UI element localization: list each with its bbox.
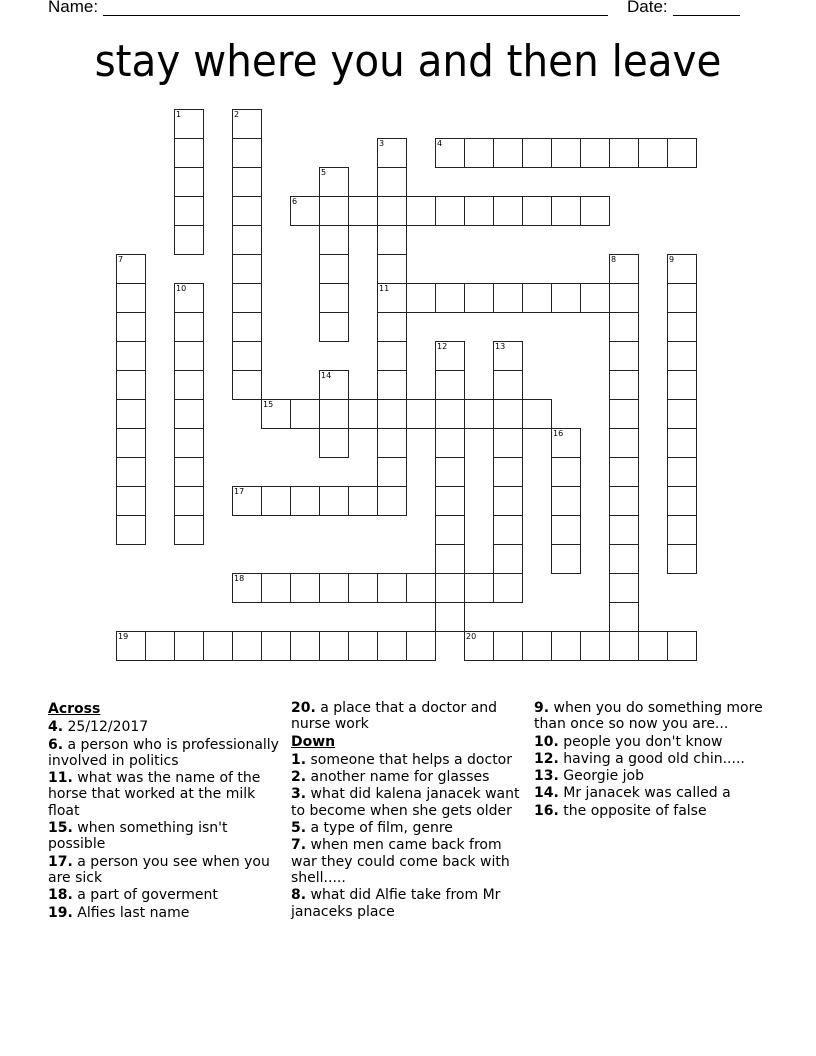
grid-cell[interactable] — [377, 283, 407, 313]
cell-number: 10 — [176, 284, 187, 293]
clue-text: 25/12/2017 — [67, 719, 149, 736]
clue-text: Georgie job — [563, 768, 644, 785]
grid-cell[interactable] — [377, 254, 407, 284]
clue-down-5 — [291, 820, 527, 836]
clue-down-8 — [291, 887, 527, 920]
cell-number: 7 — [118, 255, 124, 264]
grid-cell[interactable] — [435, 399, 465, 429]
clues-column-3 — [534, 700, 770, 820]
grid-cell[interactable] — [609, 254, 639, 284]
grid-cell[interactable] — [174, 312, 204, 342]
across-heading: Across — [48, 701, 101, 717]
clue-number: 6. — [48, 736, 64, 753]
clue-text: a type of film, genre — [310, 820, 453, 837]
grid-cell[interactable] — [667, 370, 697, 400]
grid-cell[interactable] — [580, 283, 610, 313]
grid-cell[interactable] — [609, 312, 639, 342]
grid-cell[interactable] — [493, 573, 523, 603]
clue-text: another name for glasses — [310, 769, 490, 786]
grid-cell[interactable] — [174, 370, 204, 400]
clue-down-16 — [534, 803, 770, 819]
grid-cell[interactable] — [522, 631, 552, 661]
clue-number: 17. — [48, 853, 73, 870]
grid-cell[interactable] — [261, 631, 291, 661]
grid-cell[interactable] — [435, 486, 465, 516]
clue-number: 11. — [48, 770, 73, 787]
page-title: stay where you and then leave — [94, 36, 722, 87]
grid-cell[interactable] — [435, 283, 465, 313]
grid-cell[interactable] — [609, 631, 639, 661]
clue-number: 7. — [291, 837, 307, 854]
crossword-grid — [117, 110, 717, 670]
clue-down-3 — [291, 786, 527, 819]
grid-cell[interactable] — [174, 196, 204, 226]
grid-cell[interactable] — [116, 631, 146, 661]
grid-cell[interactable] — [377, 457, 407, 487]
clue-across-4 — [48, 719, 284, 735]
grid-cell[interactable] — [116, 428, 146, 458]
name-label: Name: — [48, 0, 99, 16]
clue-number: 10. — [534, 733, 559, 750]
clue-across-17 — [48, 854, 284, 887]
grid-cell[interactable] — [319, 196, 349, 226]
grid-cell[interactable] — [638, 138, 668, 168]
grid-cell[interactable] — [377, 428, 407, 458]
grid-cell[interactable] — [609, 573, 639, 603]
clue-text: when you do something more than once so now you are... — [534, 700, 763, 733]
grid-cell[interactable] — [377, 573, 407, 603]
grid-cell[interactable] — [667, 515, 697, 545]
clue-across-19 — [48, 905, 284, 921]
grid-cell[interactable] — [667, 428, 697, 458]
clue-down-12 — [534, 751, 770, 767]
clue-text: Alfies last name — [77, 904, 190, 921]
date-field[interactable] — [673, 15, 740, 16]
grid-cell[interactable] — [493, 457, 523, 487]
clue-down-2 — [291, 769, 527, 785]
grid-cell[interactable] — [464, 138, 494, 168]
grid-cell[interactable] — [435, 544, 465, 574]
grid-cell[interactable] — [435, 196, 465, 226]
grid-cell[interactable] — [493, 196, 523, 226]
grid-cell[interactable] — [464, 631, 494, 661]
grid-cell[interactable] — [174, 225, 204, 255]
grid-cell[interactable] — [377, 312, 407, 342]
grid-cell[interactable] — [551, 283, 581, 313]
grid-cell[interactable] — [551, 544, 581, 574]
grid-cell[interactable] — [232, 341, 262, 371]
clue-across-6 — [48, 737, 284, 770]
grid-cell[interactable] — [232, 254, 262, 284]
grid-cell[interactable] — [174, 167, 204, 197]
grid-cell[interactable] — [522, 283, 552, 313]
grid-cell[interactable] — [174, 109, 204, 139]
grid-cell[interactable] — [232, 167, 262, 197]
clue-number: 18. — [48, 887, 73, 904]
grid-cell[interactable] — [551, 138, 581, 168]
clue-down-14 — [534, 785, 770, 801]
grid-cell[interactable] — [609, 283, 639, 313]
grid-cell[interactable] — [116, 515, 146, 545]
grid-cell[interactable] — [232, 225, 262, 255]
grid-cell[interactable] — [232, 370, 262, 400]
clue-number: 16. — [534, 802, 559, 819]
grid-cell[interactable] — [667, 486, 697, 516]
grid-cell[interactable] — [377, 370, 407, 400]
cell-number: 18 — [234, 574, 245, 583]
clue-number: 4. — [48, 719, 64, 736]
clue-text: a person who is professionally involved in politics — [48, 736, 279, 769]
grid-cell[interactable] — [464, 399, 494, 429]
cell-number: 2 — [234, 110, 240, 119]
grid-cell[interactable] — [290, 486, 320, 516]
clue-text: what did Alfie take from Mr janaceks place — [291, 887, 501, 920]
clue-number: 12. — [534, 750, 559, 767]
grid-cell[interactable] — [319, 631, 349, 661]
clue-text: when something isn't possible — [48, 820, 228, 853]
grid-cell[interactable] — [609, 515, 639, 545]
clues-column-2 — [291, 700, 527, 921]
grid-cell[interactable] — [116, 370, 146, 400]
grid-cell[interactable] — [464, 573, 494, 603]
cell-number: 17 — [234, 487, 245, 496]
grid-cell[interactable] — [435, 370, 465, 400]
clue-text: someone that helps a doctor — [310, 751, 513, 768]
clue-number: 19. — [48, 904, 73, 921]
grid-cell[interactable] — [319, 312, 349, 342]
grid-cell[interactable] — [435, 341, 465, 371]
name-field[interactable] — [103, 15, 608, 16]
grid-cell[interactable] — [667, 457, 697, 487]
cell-number: 16 — [553, 429, 564, 438]
clue-text: a place that a doctor and nurse work — [291, 700, 498, 733]
grid-cell[interactable] — [609, 370, 639, 400]
grid-cell[interactable] — [348, 399, 378, 429]
grid-cell[interactable] — [232, 196, 262, 226]
clue-down-7 — [291, 837, 527, 886]
cell-number: 14 — [321, 371, 332, 380]
grid-cell[interactable] — [609, 486, 639, 516]
cell-number: 11 — [379, 284, 390, 293]
grid-cell[interactable] — [493, 544, 523, 574]
grid-cell[interactable] — [667, 283, 697, 313]
grid-cell[interactable] — [174, 138, 204, 168]
grid-cell[interactable] — [522, 399, 552, 429]
date-label: Date: — [627, 0, 668, 16]
clue-number: 14. — [534, 785, 559, 802]
grid-cell[interactable] — [493, 428, 523, 458]
grid-cell[interactable] — [667, 631, 697, 661]
clue-number: 13. — [534, 768, 559, 785]
grid-cell[interactable] — [377, 225, 407, 255]
grid-cell[interactable] — [348, 631, 378, 661]
grid-cell[interactable] — [667, 138, 697, 168]
clue-number: 8. — [291, 887, 307, 904]
grid-cell[interactable] — [174, 486, 204, 516]
clue-number: 9. — [534, 700, 550, 716]
grid-cell[interactable] — [551, 196, 581, 226]
grid-cell[interactable] — [580, 196, 610, 226]
clue-number: 15. — [48, 820, 73, 837]
grid-cell[interactable] — [377, 138, 407, 168]
grid-cell[interactable] — [174, 283, 204, 313]
grid-cell[interactable] — [667, 341, 697, 371]
grid-cell[interactable] — [580, 138, 610, 168]
grid-cell[interactable] — [609, 399, 639, 429]
grid-cell[interactable] — [435, 457, 465, 487]
grid-cell[interactable] — [232, 631, 262, 661]
clue-down-1 — [291, 752, 527, 768]
clue-across-15 — [48, 820, 284, 853]
grid-cell[interactable] — [522, 138, 552, 168]
grid-cell[interactable] — [493, 283, 523, 313]
clue-number: 2. — [291, 769, 307, 786]
grid-cell[interactable] — [493, 515, 523, 545]
grid-cell[interactable] — [551, 457, 581, 487]
grid-cell[interactable] — [609, 457, 639, 487]
grid-cell[interactable] — [493, 370, 523, 400]
grid-cell[interactable] — [493, 631, 523, 661]
clue-down-13 — [534, 768, 770, 784]
grid-cell[interactable] — [232, 573, 262, 603]
grid-cell[interactable] — [667, 254, 697, 284]
grid-cell[interactable] — [551, 486, 581, 516]
grid-cell[interactable] — [145, 631, 175, 661]
grid-cell[interactable] — [174, 515, 204, 545]
grid-cell[interactable] — [377, 167, 407, 197]
cell-number: 19 — [118, 632, 129, 641]
cell-number: 4 — [437, 139, 443, 148]
grid-cell[interactable] — [435, 602, 465, 632]
grid-cell[interactable] — [348, 573, 378, 603]
grid-cell[interactable] — [580, 631, 610, 661]
clue-text: what did kalena janacek want to become when she gets older — [291, 786, 520, 819]
clue-text: a person you see when you are sick — [48, 853, 270, 886]
grid-cell[interactable] — [319, 486, 349, 516]
clue-number: 3. — [291, 786, 307, 803]
down-heading: Down — [291, 733, 336, 750]
grid-cell[interactable] — [609, 428, 639, 458]
grid-cell[interactable] — [522, 196, 552, 226]
grid-cell[interactable] — [116, 283, 146, 313]
grid-cell[interactable] — [348, 196, 378, 226]
clue-down-10 — [534, 734, 770, 750]
grid-cell[interactable] — [377, 486, 407, 516]
grid-cell[interactable] — [174, 428, 204, 458]
clue-across-11 — [48, 770, 284, 819]
grid-cell[interactable] — [551, 428, 581, 458]
grid-cell[interactable] — [290, 573, 320, 603]
cell-number: 15 — [263, 400, 274, 409]
grid-cell[interactable] — [319, 428, 349, 458]
cell-number: 9 — [669, 255, 675, 264]
clue-number: 1. — [291, 751, 307, 768]
grid-cell[interactable] — [609, 341, 639, 371]
clue-text: a part of goverment — [77, 887, 218, 904]
clue-text: when men came back from war they could come back with shell..... — [291, 837, 510, 886]
grid-cell[interactable] — [406, 573, 436, 603]
grid-cell[interactable] — [406, 399, 436, 429]
cell-number: 12 — [437, 342, 448, 351]
grid-cell[interactable] — [406, 196, 436, 226]
grid-cell[interactable] — [174, 399, 204, 429]
grid-cell[interactable] — [638, 631, 668, 661]
grid-cell[interactable] — [261, 399, 291, 429]
grid-cell[interactable] — [116, 341, 146, 371]
grid-cell[interactable] — [174, 457, 204, 487]
grid-cell[interactable] — [232, 312, 262, 342]
grid-cell[interactable] — [232, 109, 262, 139]
grid-cell[interactable] — [551, 515, 581, 545]
grid-cell[interactable] — [319, 370, 349, 400]
grid-cell[interactable] — [435, 138, 465, 168]
grid-cell[interactable] — [377, 341, 407, 371]
grid-cell[interactable] — [435, 573, 465, 603]
grid-cell[interactable] — [609, 544, 639, 574]
grid-cell[interactable] — [406, 283, 436, 313]
cell-number: 13 — [495, 342, 506, 351]
grid-cell[interactable] — [319, 254, 349, 284]
grid-cell[interactable] — [232, 138, 262, 168]
grid-cell[interactable] — [435, 428, 465, 458]
grid-cell[interactable] — [174, 341, 204, 371]
cell-number: 6 — [292, 197, 298, 206]
grid-cell[interactable] — [493, 399, 523, 429]
grid-cell[interactable] — [667, 312, 697, 342]
grid-cell[interactable] — [116, 312, 146, 342]
cell-number: 8 — [611, 255, 617, 264]
grid-cell[interactable] — [348, 486, 378, 516]
cell-number: 5 — [321, 168, 327, 177]
grid-cell[interactable] — [203, 631, 233, 661]
grid-cell[interactable] — [464, 196, 494, 226]
clue-down-9 — [534, 700, 770, 733]
grid-cell[interactable] — [290, 631, 320, 661]
grid-cell[interactable] — [319, 573, 349, 603]
grid-cell[interactable] — [116, 486, 146, 516]
grid-cell[interactable] — [261, 573, 291, 603]
grid-cell[interactable] — [232, 486, 262, 516]
grid-cell[interactable] — [290, 196, 320, 226]
grid-cell[interactable] — [116, 457, 146, 487]
grid-cell[interactable] — [377, 196, 407, 226]
grid-cell[interactable] — [435, 515, 465, 545]
clue-text: people you don't know — [563, 733, 723, 750]
cell-number: 3 — [379, 139, 385, 148]
grid-cell[interactable] — [377, 399, 407, 429]
grid-cell[interactable] — [116, 254, 146, 284]
grid-cell[interactable] — [493, 138, 523, 168]
grid-cell[interactable] — [319, 167, 349, 197]
clue-number: 5. — [291, 820, 307, 837]
clue-text: having a good old chin..... — [563, 750, 745, 767]
grid-cell[interactable] — [116, 399, 146, 429]
cell-number: 1 — [176, 110, 182, 119]
clue-across-20 — [291, 700, 527, 733]
grid-cell[interactable] — [290, 399, 320, 429]
grid-cell[interactable] — [493, 486, 523, 516]
grid-cell[interactable] — [551, 631, 581, 661]
clue-across-18 — [48, 887, 284, 903]
grid-cell[interactable] — [174, 631, 204, 661]
clue-number: 20. — [291, 700, 316, 716]
grid-cell[interactable] — [261, 486, 291, 516]
grid-cell[interactable] — [406, 631, 436, 661]
grid-cell[interactable] — [667, 399, 697, 429]
grid-cell[interactable] — [232, 283, 262, 313]
clue-text: Mr janacek was called a — [563, 785, 731, 802]
cell-number: 20 — [466, 632, 477, 641]
grid-cell[interactable] — [319, 399, 349, 429]
grid-cell[interactable] — [493, 341, 523, 371]
grid-cell[interactable] — [609, 138, 639, 168]
grid-cell[interactable] — [377, 631, 407, 661]
grid-cell[interactable] — [609, 602, 639, 632]
clue-text: the opposite of false — [563, 802, 707, 819]
clue-text: what was the name of the horse that worked at the milk float — [48, 770, 261, 819]
grid-cell[interactable] — [319, 225, 349, 255]
grid-cell[interactable] — [319, 283, 349, 313]
grid-cell[interactable] — [464, 283, 494, 313]
grid-cell[interactable] — [667, 544, 697, 574]
clues-column-1 — [48, 700, 284, 922]
